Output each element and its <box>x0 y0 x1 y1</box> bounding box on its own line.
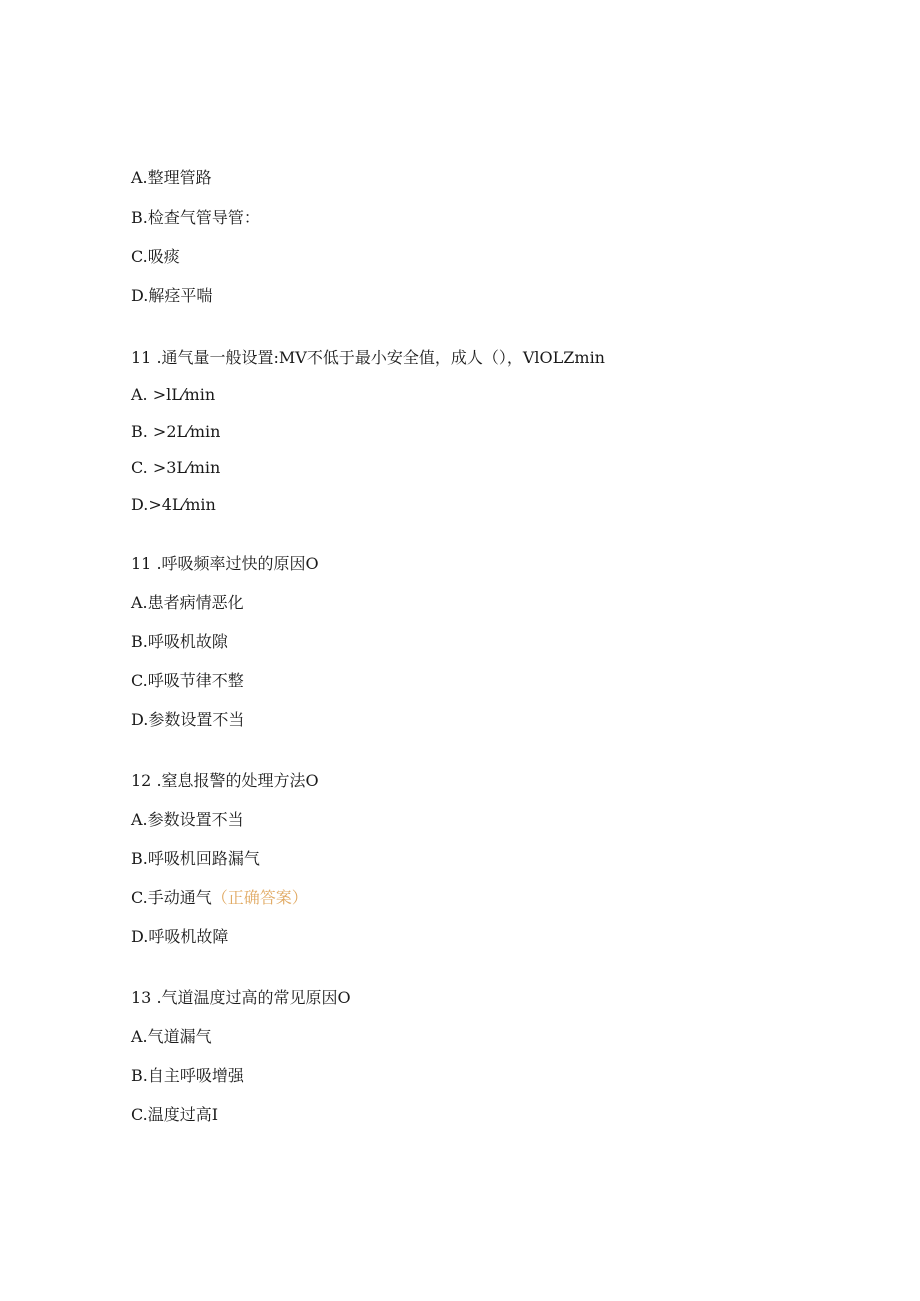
option-b-airway-temperature: B.自主呼吸增强 <box>131 1066 244 1085</box>
correct-answer-tag: （正确答案） <box>211 888 308 907</box>
question-ventilation-volume: 11 .通气量一般设置:MV不低于最小安全值，成人（），VlOLZmin <box>131 348 605 367</box>
option-b-apnea-alarm: B.呼吸机回路漏气 <box>131 849 260 868</box>
option-a-airway-temperature: A.气道漏气 <box>131 1027 212 1046</box>
question-apnea-alarm: 12 .窒息报警的处理方法O <box>131 771 319 790</box>
option-a-q10: A.整理管路 <box>131 168 212 187</box>
option-c-apnea-alarm <box>131 888 308 908</box>
question-airway-temperature: 13 .气道温度过高的常见原因O <box>131 988 351 1007</box>
option-d-respiratory-rate: D.参数设置不当 <box>131 710 245 729</box>
option-d-ventilation: D.>4L⁄min <box>131 495 216 514</box>
option-c-apnea-alarm-text: C.手动通气 <box>131 888 212 907</box>
option-a-ventilation: A. >lL⁄min <box>131 385 216 404</box>
option-b-ventilation: B. >2L⁄min <box>131 422 221 441</box>
option-a-apnea-alarm: A.参数设置不当 <box>131 810 244 829</box>
option-c-airway-temperature: C.温度过高I <box>131 1105 219 1124</box>
option-c-respiratory-rate: C.呼吸节律不整 <box>131 671 244 690</box>
option-b-q10: B.检查气管导管： <box>131 208 260 227</box>
option-b-respiratory-rate: B.呼吸机故隙 <box>131 632 228 651</box>
option-d-q10: D.解痉平喘 <box>131 286 213 305</box>
question-respiratory-rate: 11 .呼吸频率过快的原因O <box>131 554 319 573</box>
option-d-apnea-alarm: D.呼吸机故障 <box>131 927 229 946</box>
option-a-respiratory-rate: A.患者病情恶化 <box>131 593 244 612</box>
option-c-q10: C.吸痰 <box>131 247 180 266</box>
option-c-ventilation: C. >3L⁄min <box>131 458 221 477</box>
